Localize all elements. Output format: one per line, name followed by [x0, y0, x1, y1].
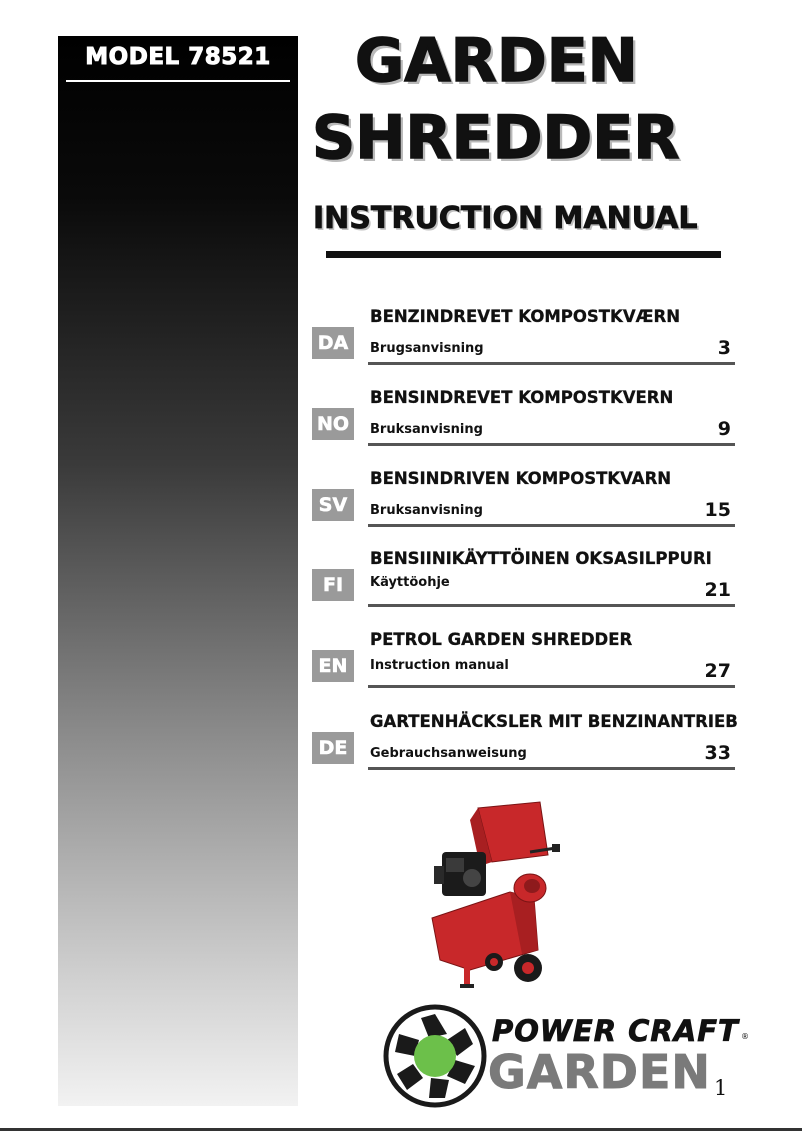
language-divider [368, 685, 735, 688]
garden-shredder-image [410, 800, 570, 1000]
language-entry-no[interactable] [312, 388, 737, 450]
language-subtitle: Brugsanvisning [370, 341, 484, 356]
instruction-manual-heading: INSTRUCTION MANUAL [313, 201, 698, 236]
language-subtitle: Gebrauchsanweisung [370, 746, 527, 761]
language-page-number: 27 [704, 660, 731, 682]
language-entry-sv[interactable] [312, 469, 737, 531]
language-subtitle: Bruksanvisning [370, 503, 483, 518]
page-number: 1 [714, 1076, 728, 1100]
language-entry-de[interactable] [312, 712, 737, 774]
language-divider [368, 524, 735, 527]
language-entry-en[interactable] [312, 630, 737, 692]
brand-name-line-1: POWER CRAFT [492, 1014, 739, 1048]
language-entry-da[interactable] [312, 307, 737, 369]
power-craft-logo-icon [383, 1004, 487, 1108]
brand-name-line-2: GARDEN [488, 1045, 711, 1099]
language-divider [368, 443, 735, 446]
language-badge: NO [312, 408, 354, 440]
language-badge: DA [312, 327, 354, 359]
bottom-rule [0, 1128, 802, 1131]
language-title: BENSIINIKÄYTTÖINEN OKSASILPPURI [370, 549, 712, 568]
language-badge: DE [312, 732, 354, 764]
registered-mark: ® [741, 1032, 749, 1041]
language-page-number: 9 [717, 418, 731, 440]
title-line-1: GARDEN [355, 26, 638, 96]
language-divider [368, 767, 735, 770]
language-entry-fi[interactable] [312, 549, 737, 611]
model-number: MODEL 78521 [85, 44, 271, 70]
language-subtitle: Instruction manual [370, 658, 509, 673]
language-title: PETROL GARDEN SHREDDER [370, 630, 633, 649]
sidebar-panel [58, 36, 298, 1106]
model-underline [66, 80, 290, 82]
heading-rule [326, 251, 721, 258]
language-divider [368, 362, 735, 365]
language-badge: SV [312, 489, 354, 521]
language-badge: FI [312, 569, 354, 601]
language-page-number: 21 [704, 579, 731, 601]
language-subtitle: Bruksanvisning [370, 422, 483, 437]
language-divider [368, 604, 735, 607]
language-title: BENSINDRIVEN KOMPOSTKVARN [370, 469, 672, 488]
language-title: BENSINDREVET KOMPOSTKVERN [370, 388, 674, 407]
language-badge: EN [312, 650, 354, 682]
language-page-number: 3 [717, 337, 731, 359]
language-page-number: 33 [704, 742, 731, 764]
language-title: BENZINDREVET KOMPOSTKVÆRN [370, 307, 681, 326]
language-title: GARTENHÄCKSLER MIT BENZINANTRIEB [370, 712, 738, 731]
title-line-2: SHREDDER [312, 103, 680, 173]
language-subtitle: Käyttöohje [370, 575, 450, 590]
language-page-number: 15 [704, 499, 731, 521]
